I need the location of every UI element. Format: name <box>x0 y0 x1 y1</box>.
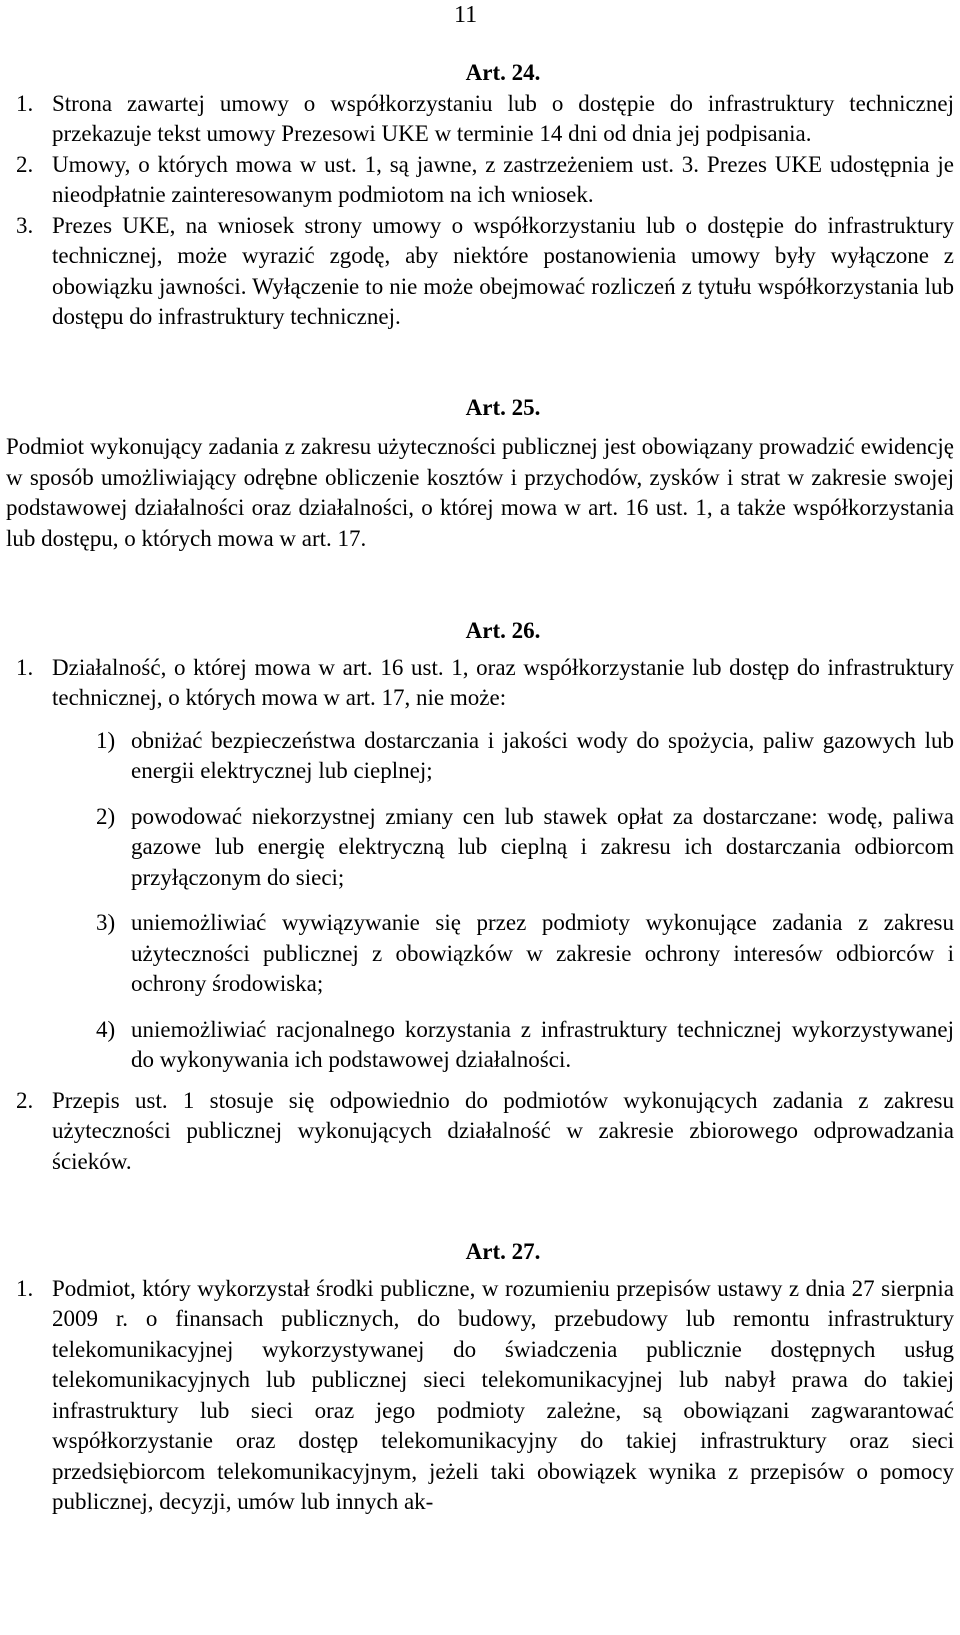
list-item-text: uniemożliwiać racjonalnego korzystania z infrastruktury technicznej wykorzystywanej do wykonywania ich podstawowej działalności. <box>131 1016 954 1072</box>
paragraph-number: 1. <box>16 1275 34 1301</box>
article-text: Podmiot wykonujący zadania z zakresu użyteczności publicznej jest obowiązany prowadzić ewidencję w sposób umożliwiający odrębne obliczenie kosztów i przychodów, zysków i strat w zakresie swojej podstawowej działalności oraz działalności, o której mowa w art. 16 ust. 1, a także współkorzystania lub dostępu, o których mowa w art. 17. <box>6 434 954 551</box>
list-item-number: 3) <box>96 910 116 935</box>
article-title: Art. 27. <box>465 1239 541 1264</box>
article-paragraph <box>6 1274 954 1518</box>
paragraph-text: Działalność, o której mowa w art. 16 ust. 1, oraz współkorzystanie lub dostęp do infrastruktury technicznej, o których mowa w art. 17, nie może: <box>52 654 954 710</box>
article-paragraph <box>6 211 954 333</box>
list-item-text: uniemożliwiać wywiązywanie się przez podmioty wykonujące zadania z zakresu użyteczności publicznej z obowiązków w zakresie ochrony interesów odbiorców i ochrony środowiska; <box>131 910 954 996</box>
list-item-number: 2) <box>96 803 116 829</box>
page-number: 11 <box>454 2 478 28</box>
article-paragraph <box>6 653 954 714</box>
article-title: Art. 25. <box>465 394 541 420</box>
list-item-text: powodować niekorzystnej zmiany cen lub stawek opłat za dostarczane: wodę, paliwa gazowe lub energię elektryczną lub cieplną i zakresu ich dostarczania odbiorcom przyłączonym do sieci; <box>131 803 954 890</box>
paragraph-number: 1. <box>16 654 34 680</box>
paragraph-text: Strona zawartej umowy o współkorzystaniu lub o dostępie do infrastruktury technicznej przekazuje tekst umowy Prezesowi UKE w terminie 14 dni od dnia jej podpisania. <box>52 90 954 146</box>
article-paragraph <box>6 150 954 211</box>
list-item <box>96 802 954 894</box>
list-item <box>96 726 954 787</box>
enumerated-list <box>6 726 954 1076</box>
article-title: Art. 24. <box>465 60 541 85</box>
paragraph-text: Przepis ust. 1 stosuje się odpowiednio do podmiotów wykonujących zadania z zakresu użyteczności publicznej wykonujących działalność w zakresie zbiorowego odprowadzania ścieków. <box>52 1087 954 1174</box>
paragraph-number: 2. <box>16 151 34 177</box>
list-item <box>96 908 954 1000</box>
article-title: Art. 26. <box>465 618 541 643</box>
paragraph-text: Umowy, o których mowa w ust. 1, są jawne, z zastrzeżeniem ust. 3. Prezes UKE udostępnia je nieodpłatnie zainteresowanym podmiotom na ich wniosek. <box>52 151 954 207</box>
document-body <box>6 58 954 1518</box>
article-paragraph <box>6 89 954 150</box>
paragraph-number: 3. <box>16 212 34 238</box>
paragraph-number: 2. <box>16 1087 34 1113</box>
list-item-number: 1) <box>96 727 116 753</box>
list-item-text: obniżać bezpieczeństwa dostarczania i jakości wody do spożycia, paliw gazowych lub energii elektrycznej lub cieplnej; <box>131 727 954 783</box>
paragraph-number: 1. <box>16 90 34 116</box>
list-item <box>96 1015 954 1076</box>
article-paragraph <box>6 1086 954 1178</box>
paragraph-text: Prezes UKE, na wniosek strony umowy o współkorzystaniu lub o dostępie do infrastruktury technicznej, może wyrazić zgodę, aby niektóre postanowienia umowy były wyłączone z obowiązku jawności. Wyłączenie to nie może obejmować rozliczeń z tytułu współkorzystania lub dostępu do infrastruktury technicznej. <box>52 212 954 329</box>
list-item-number: 4) <box>96 1016 116 1042</box>
paragraph-text: Podmiot, który wykorzystał środki publiczne, w rozumieniu przepisów ustawy z dnia 27 sierpnia 2009 r. o finansach publicznych, do budowy, przebudowy lub remontu infrastruktury telekomunikacyjnej wykorzystywanej do świadczenia publicznie dostępnych usług telekomunikacyjnych lub publicznej sieci telekomunikacyjnej lub nabył prawa do takiej infrastruktury lub sieci oraz jego podmioty zależne, są obowiązani zagwarantować współkorzystanie oraz dostęp telekomunikacyjny do takiej infrastruktury oraz sieci przedsiębiorcom telekomunikacyjnym, jeżeli taki obowiązek wynika z przepisów o pomocy publicznej, decyzji, umów lub innych ak- <box>52 1275 954 1514</box>
